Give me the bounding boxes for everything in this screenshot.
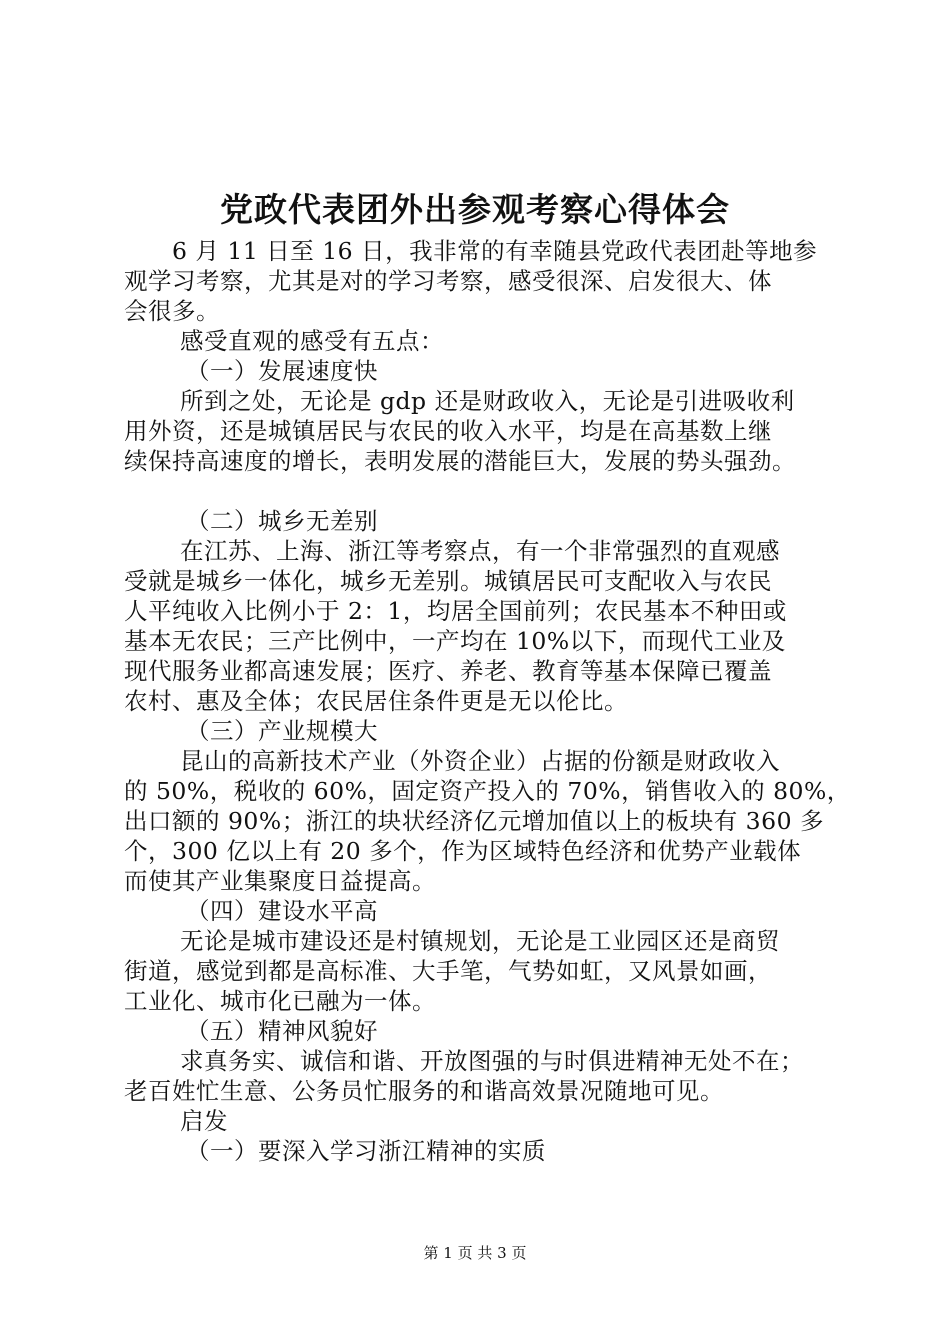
paragraph-line: 而使其产业集聚度日益提高。 xyxy=(124,867,436,895)
paragraph-line: 在江苏、上海、浙江等考察点，有一个非常强烈的直观感 xyxy=(180,537,780,565)
section-heading: （三）产业规模大 xyxy=(186,717,378,745)
paragraph-line: 用外资，还是城镇居民与农民的收入水平，均是在高基数上继 xyxy=(124,417,772,445)
section-heading: （一）发展速度快 xyxy=(186,357,378,385)
paragraph-line: 6 月 11 日至 16 日，我非常的有幸随县党政代表团赴等地参 xyxy=(172,237,818,265)
paragraph-line: 个，300 亿以上有 20 多个，作为区域特色经济和优势产业载体 xyxy=(124,837,802,865)
paragraph-line: 受就是城乡一体化，城乡无差别。城镇居民可支配收入与农民 xyxy=(124,567,772,595)
paragraph-line: 出口额的 90%；浙江的块状经济亿元增加值以上的板块有 360 多 xyxy=(124,807,824,835)
paragraph-line: 求真务实、诚信和谐、开放图强的与时俱进精神无处不在； xyxy=(180,1047,804,1075)
blank-line xyxy=(124,476,844,506)
paragraph-line: 续保持高速度的增长，表明发展的潜能巨大，发展的势头强劲。 xyxy=(124,447,796,475)
paragraph-line: 街道，感觉到都是高标准、大手笔，气势如虹，又风景如画， xyxy=(124,957,772,985)
paragraph-line: 农村、惠及全体；农民居住条件更是无以伦比。 xyxy=(124,687,628,715)
paragraph-line: 现代服务业都高速发展；医疗、养老、教育等基本保障已覆盖 xyxy=(124,657,772,685)
paragraph-line: 工业化、城市化已融为一体。 xyxy=(124,987,436,1015)
paragraph-line: 昆山的高新技术产业（外资企业）占据的份额是财政收入 xyxy=(180,747,780,775)
paragraph-line: 会很多。 xyxy=(124,297,220,325)
page-footer: 第 1 页 共 3 页 xyxy=(423,1244,527,1262)
document-body xyxy=(124,236,851,1166)
paragraph-line: 所到之处，无论是 gdp 还是财政收入，无论是引进吸收利 xyxy=(180,387,795,415)
document-title: 党政代表团外出参观考察心得体会 xyxy=(220,190,730,229)
section-heading: （四）建设水平高 xyxy=(186,897,378,925)
section-heading: （二）城乡无差别 xyxy=(186,507,378,535)
section-heading: （一）要深入学习浙江精神的实质 xyxy=(186,1137,546,1165)
paragraph-line: 基本无农民；三产比例中，一产均在 10%以下，而现代工业及 xyxy=(124,627,786,655)
paragraph-line: 人平纯收入比例小于 2：1，均居全国前列；农民基本不种田或 xyxy=(124,597,787,625)
section-heading: 启发 xyxy=(180,1107,228,1135)
paragraph-line: 观学习考察，尤其是对的学习考察，感受很深、启发很大、体 xyxy=(124,267,772,295)
paragraph-line: 无论是城市建设还是村镇规划，无论是工业园区还是商贸 xyxy=(180,927,780,955)
paragraph-line: 老百姓忙生意、公务员忙服务的和谐高效景况随地可见。 xyxy=(124,1077,724,1105)
paragraph-line: 的 50%，税收的 60%，固定资产投入的 70%，销售收入的 80%， xyxy=(124,777,851,805)
section-heading: （五）精神风貌好 xyxy=(186,1017,378,1045)
paragraph-line: 感受直观的感受有五点： xyxy=(180,327,444,355)
